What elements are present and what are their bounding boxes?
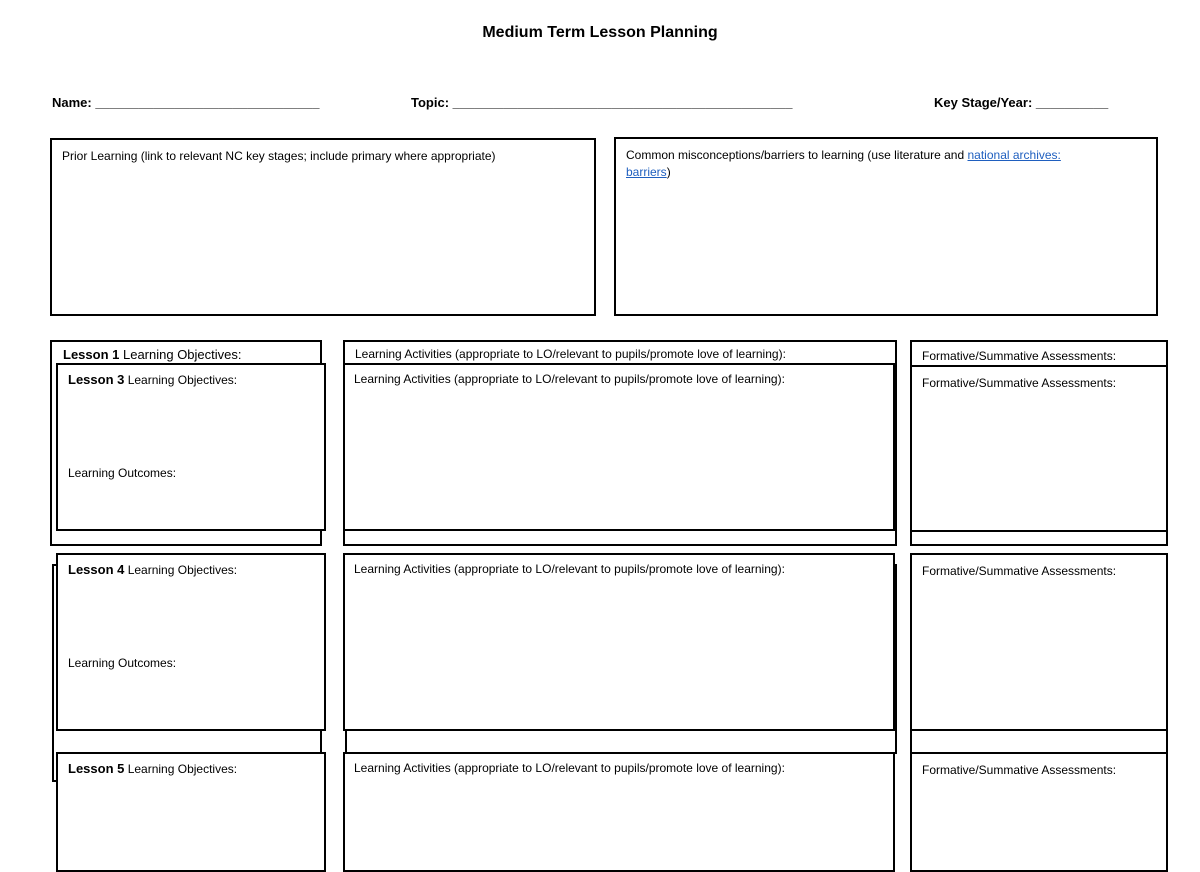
lesson-3-objectives-label: Learning Objectives: (127, 373, 238, 387)
lesson-1-heading (63, 346, 242, 363)
national-archives-link[interactable]: national archives: barriers (626, 148, 1061, 179)
lesson-4-assessment-label: Formative/Summative Assessments: (922, 564, 1117, 578)
keystage-label: Key Stage/Year: (934, 95, 1033, 110)
lesson-4-activities-box[interactable] (343, 553, 895, 731)
lesson-1-assessment-label: Formative/Summative Assessments: (922, 349, 1117, 363)
lesson-3-outcomes-label: Learning Outcomes: (68, 466, 177, 480)
lesson-5-activities-box[interactable] (343, 752, 895, 872)
lesson-5-number: Lesson 5 (68, 761, 125, 776)
lesson-5-objectives-box[interactable] (56, 752, 326, 872)
lesson-3-assessment-box[interactable] (910, 365, 1168, 532)
lesson-3-heading (68, 371, 237, 389)
prior-learning-label: Prior Learning (link to relevant NC key stages; include primary where appropriate) (62, 149, 496, 163)
keystage-field[interactable] (934, 95, 1108, 110)
lesson-5-objectives-label: Learning Objectives: (127, 762, 238, 776)
lesson-1-activities-label: Learning Activities (appropriate to LO/relevant to pupils/promote love of learning): (355, 347, 786, 361)
name-field[interactable] (52, 95, 320, 110)
lesson-4-objectives-box[interactable] (56, 553, 326, 731)
prior-learning-box[interactable] (50, 138, 596, 316)
name-blank: _______________________________ (95, 95, 320, 110)
lesson-5-heading (68, 760, 237, 778)
misconceptions-label: Common misconceptions/barriers to learning (use literature and (626, 148, 965, 162)
keystage-blank: __________ (1035, 95, 1109, 110)
lesson-3-activities-box[interactable] (343, 363, 895, 531)
lesson-4-assessment-box[interactable] (910, 553, 1168, 731)
lesson-4-activities-label: Learning Activities (appropriate to LO/relevant to pupils/promote love of learning): (354, 562, 785, 576)
lesson-3-number: Lesson 3 (68, 372, 125, 387)
lesson-3-assessment-label: Formative/Summative Assessments: (922, 376, 1117, 390)
lesson-4-objectives-label: Learning Objectives: (127, 563, 238, 577)
lesson-3-objectives-box[interactable] (56, 363, 326, 531)
lesson-5-assessment-box[interactable] (910, 752, 1168, 872)
misconceptions-suffix: ) (666, 165, 671, 179)
name-label: Name: (52, 95, 92, 110)
lesson-1-objectives-label: Learning Objectives: (122, 347, 242, 362)
topic-label: Topic: (411, 95, 450, 110)
lesson-5-activities-label: Learning Activities (appropriate to LO/relevant to pupils/promote love of learning): (354, 761, 785, 775)
misconceptions-box[interactable] (614, 137, 1158, 316)
lesson-4-number: Lesson 4 (68, 562, 125, 577)
misconceptions-text (626, 147, 1106, 181)
page-title: Medium Term Lesson Planning (482, 24, 718, 41)
lesson-3-activities-label: Learning Activities (appropriate to LO/relevant to pupils/promote love of learning): (354, 372, 785, 386)
topic-field[interactable] (411, 95, 792, 110)
topic-blank: _______________________________________________ (452, 95, 793, 110)
lesson-5-assessment-label: Formative/Summative Assessments: (922, 763, 1117, 777)
lesson-4-heading (68, 561, 237, 579)
lesson-1-number: Lesson 1 (63, 347, 120, 362)
lesson-4-outcomes-label: Learning Outcomes: (68, 656, 177, 670)
